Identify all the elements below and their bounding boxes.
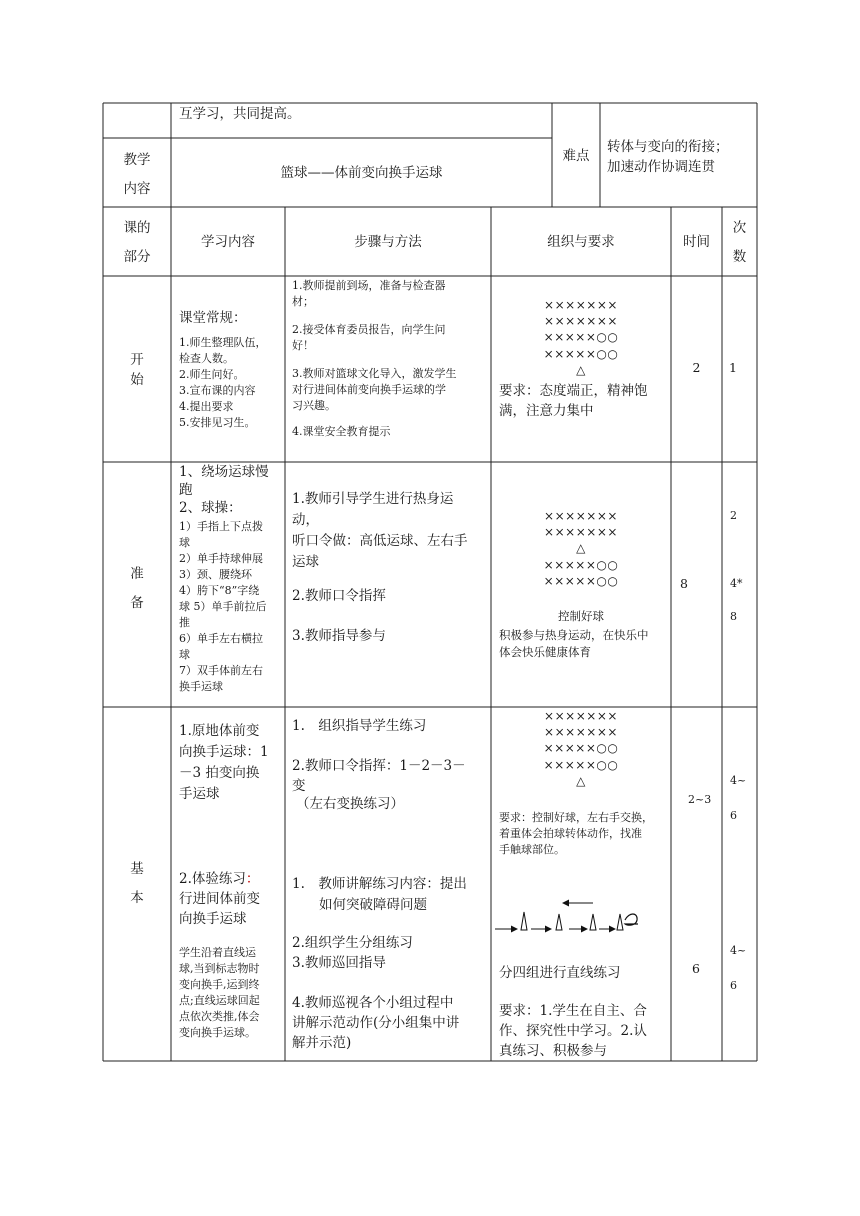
prep-steps-2: 2.教师口令指挥 bbox=[292, 588, 386, 604]
header-steps: 步骤与方法 bbox=[354, 234, 422, 250]
basic-req-2: 要求：1.学生在自主、合 作、探究性中学习。2.认 真练习、积极参与 bbox=[499, 1003, 647, 1059]
basic-steps-4: 2.组织学生分组练习 3.教师巡回指导 bbox=[292, 935, 413, 971]
difficulty-text: 转体与变向的衔接； 加速动作协调连贯 bbox=[607, 139, 729, 175]
basic-study-3: 学生沿着直线运 球,当到标志物时 变向换手,运到终 点;直线运球回起 点依次类推,体会 变向换手运球。 bbox=[179, 946, 260, 1039]
basic-group-text: 分四组进行直线练习 bbox=[499, 965, 621, 981]
content-label: 教学 内容 bbox=[123, 152, 151, 197]
basic-steps-3: 1. 教师讲解练习内容：提出 如何突破障碍问题 bbox=[292, 876, 467, 913]
basic-steps-5: 4.教师巡视各个小组过程中 讲解示范动作(分小组集中讲 解并示范) bbox=[292, 995, 460, 1051]
basic-count-2a: 4~ bbox=[730, 944, 747, 957]
basic-count-1a: 4~ bbox=[730, 774, 747, 787]
cone-marker bbox=[521, 912, 527, 930]
start-formation: ××××××× ××××××× ×××××○○ ×××××○○ △ bbox=[543, 298, 619, 377]
cone-marker bbox=[556, 914, 562, 930]
basic-count-1b: 6 bbox=[730, 809, 737, 822]
prep-req-1: 控制好球 bbox=[558, 609, 604, 623]
header-count: 次 数 bbox=[732, 220, 747, 265]
dribble-drill-diagram bbox=[491, 890, 671, 940]
prep-time: 8 bbox=[680, 576, 688, 591]
turnaround-symbol bbox=[625, 914, 638, 925]
basic-steps-2: 2.教师口令指挥：1－2－3－ 变 bbox=[292, 758, 466, 794]
start-count: 1 bbox=[729, 360, 737, 375]
prep-count-1: 2 bbox=[730, 509, 737, 522]
cone-marker bbox=[617, 914, 623, 930]
lesson-content: 篮球——体前变向换手运球 bbox=[280, 165, 443, 181]
start-requirement: 要求：态度端正，精神饱 满，注意力集中 bbox=[499, 383, 648, 419]
prep-formation: ××××××× ××××××× △ ×××××○○ ×××××○○ bbox=[543, 509, 619, 588]
start-steps: 1.教师提前到场，准备与检查器 材； 2.接受体育委员报告，向学生问 好！ 3.教师对篮球文化导入，激发学生 对行进间体前变向换手运球的学 习兴趣。 4.课堂安全教育提示 bbox=[292, 279, 457, 438]
top-row-text: 互学习，共同提高。 bbox=[179, 106, 301, 122]
prep-req-2: 积极参与热身运动，在快乐中 体会快乐健康体育 bbox=[499, 628, 649, 659]
basic-formation: ××××××× ××××××× ×××××○○ ×××××○○ △ bbox=[543, 709, 619, 788]
prep-part: 准 备 bbox=[130, 566, 144, 611]
prep-steps-3: 3.教师指导参与 bbox=[292, 628, 386, 644]
prep-steps-1: 1.教师引导学生进行热身运 动， 听口令做：高低运球、左右手 运球 bbox=[292, 491, 468, 570]
cone-marker bbox=[590, 914, 596, 930]
start-part: 开 始 bbox=[130, 352, 144, 388]
difficulty-label: 难点 bbox=[562, 148, 590, 164]
start-study-items: 1.师生整理队伍， 检查人数。 2.师生问好。 3.宣布课的内容 4.提出要求 5.安排见习生。 bbox=[179, 336, 267, 429]
header-time: 时间 bbox=[683, 234, 710, 250]
prep-study-main: 1、绕场运球慢 跑 2、球操： bbox=[179, 464, 269, 516]
start-study-title: 课堂常规： bbox=[179, 310, 247, 326]
basic-time-1: 2~3 bbox=[688, 793, 712, 806]
header-study: 学习内容 bbox=[201, 234, 255, 250]
prep-count-3: 8 bbox=[730, 610, 737, 623]
prep-study-items: 1）手指上下点拨 球 2）单手持球伸展 3）颈、腰绕环 4）胯下“8”字绕 球 5）单手前拉后 推 6）单手左右横拉 球 7）双手体前左右 换手运球 bbox=[179, 520, 267, 693]
start-time: 2 bbox=[692, 360, 701, 375]
header-part: 课的 部分 bbox=[123, 220, 151, 265]
basic-steps-2b: （左右变换练习） bbox=[296, 796, 404, 812]
header-org: 组织与要求 bbox=[547, 234, 615, 250]
basic-time-2: 6 bbox=[692, 961, 700, 976]
basic-steps-1: 1. 组织指导学生练习 bbox=[292, 718, 427, 734]
basic-count-2b: 6 bbox=[730, 979, 737, 992]
basic-study-1: 1.原地体前变 向换手运球：1 －3 拍变向换 手运球 bbox=[179, 723, 269, 802]
basic-study-2: 2.体验练习： 行进间体前变 向换手运球 bbox=[179, 871, 260, 927]
basic-part: 基 本 bbox=[130, 861, 144, 906]
basic-req-1: 要求：控制好球，左右手交换， 着重体会拍球转体动作，找准 手触球部位。 bbox=[499, 811, 653, 856]
prep-count-2: 4* bbox=[730, 577, 743, 590]
